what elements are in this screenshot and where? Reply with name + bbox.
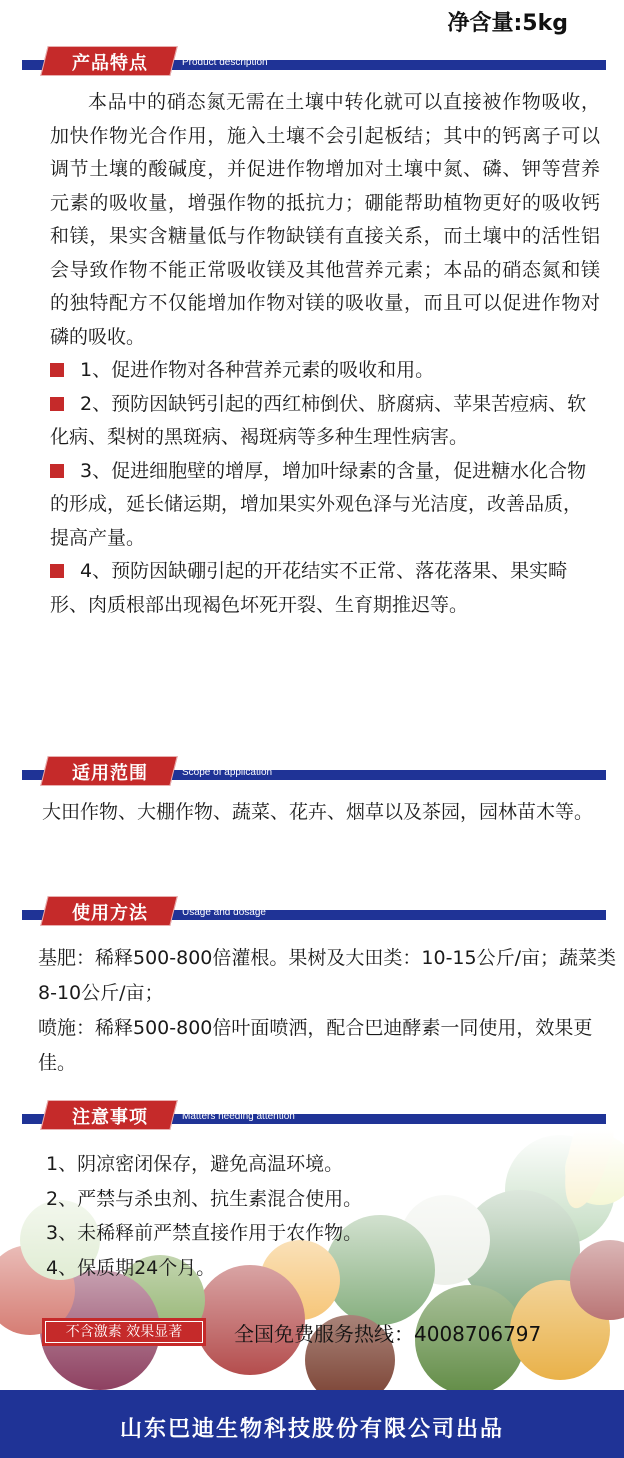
bullet-square-icon <box>50 464 64 478</box>
notes-item: 4、保质期24个月。 <box>46 1256 216 1279</box>
section-subtitle: Product description <box>182 57 268 68</box>
section-subtitle: Scope of application <box>182 767 273 778</box>
usage-text <box>38 941 618 1081</box>
section-title: 产品特点 <box>72 53 148 74</box>
feature-bullet: 1、促进作物对各种营养元素的吸收和用。 <box>50 354 600 388</box>
notes-item: 3、未稀释前严禁直接作用于农作物。 <box>46 1222 363 1244</box>
section-header-scope <box>22 756 606 786</box>
feature-bullet: 2、预防因缺钙引起的西红柿倒伏、脐腐病、苹果苦痘病、软化病、梨树的黑斑病、褐斑病等多种生理性病害。 <box>50 392 587 448</box>
features-intro: 本品中的硝态氮无需在土壤中转化就可以直接被作物吸收，加快作物光合作用，施入土壤不会引起板结；其中的钙离子可以调节土壤的酸碱度，并促进作物增加对土壤中氮、磷、钾等营养元素的吸收量，增强作物的抵抗力；硼能帮助植物更好的吸收钙和镁，果实含糖量低与作物缺镁有直接关系，而土壤中的活性铝会导致作物不能正常吸收镁及其他营养元素；本品的硝态氮和镁的独特配方不仅能增加作物对镁的吸收量，而且可以促进作物对磷的吸收。 <box>50 91 600 348</box>
usage-line: 喷施：稀释500-800倍叶面喷洒，配合巴迪酵素一同使用，效果更佳。 <box>38 1017 593 1074</box>
notes-list <box>46 1147 566 1285</box>
section-header-notes <box>22 1100 606 1130</box>
section-subtitle: Usage and dosage <box>182 907 266 918</box>
section-title: 使用方法 <box>72 903 148 924</box>
hotline-text: 全国免费服务热线：4008706797 <box>234 1322 542 1346</box>
notes-item: 1、阴凉密闭保存，避免高温环境。 <box>46 1153 344 1175</box>
scope-text: 大田作物、大棚作物、蔬菜、花卉、烟草以及茶园，园林苗木等。 <box>42 801 594 823</box>
net-weight: 净含量:5kg <box>447 11 568 36</box>
usage-line: 基肥：稀释500-800倍灌根。果树及大田类：10-15公斤/亩；蔬菜类8-10公斤/亩； <box>38 947 616 1004</box>
section-title: 适用范围 <box>72 763 148 784</box>
feature-bullet: 4、预防因缺硼引起的开花结实不正常、落花落果、果实畸形、肉质根部出现褐色坏死开裂、生育期推迟等。 <box>50 560 568 616</box>
section-header-features <box>22 46 606 76</box>
no-hormone-badge: 不含激素 效果显著 <box>42 1318 206 1346</box>
footer-bar <box>0 1390 624 1458</box>
notes-item: 2、严禁与杀虫剂、抗生素混合使用。 <box>46 1187 363 1210</box>
section-subtitle: Matters needing attention <box>182 1111 295 1122</box>
bullet-square-icon <box>50 564 64 578</box>
section-header-usage <box>22 896 606 926</box>
bullet-square-icon <box>50 397 64 411</box>
company-name: 山东巴迪生物科技股份有限公司出品 <box>119 1417 504 1442</box>
feature-bullet: 3、促进细胞壁的增厚，增加叶绿素的含量，促进糖水化合物的形成，延长储运期，增加果实外观色泽与光洁度，改善品质，提高产量。 <box>50 459 587 549</box>
bullet-square-icon <box>50 363 64 377</box>
section-title: 注意事项 <box>72 1107 148 1128</box>
features-body <box>50 86 600 622</box>
